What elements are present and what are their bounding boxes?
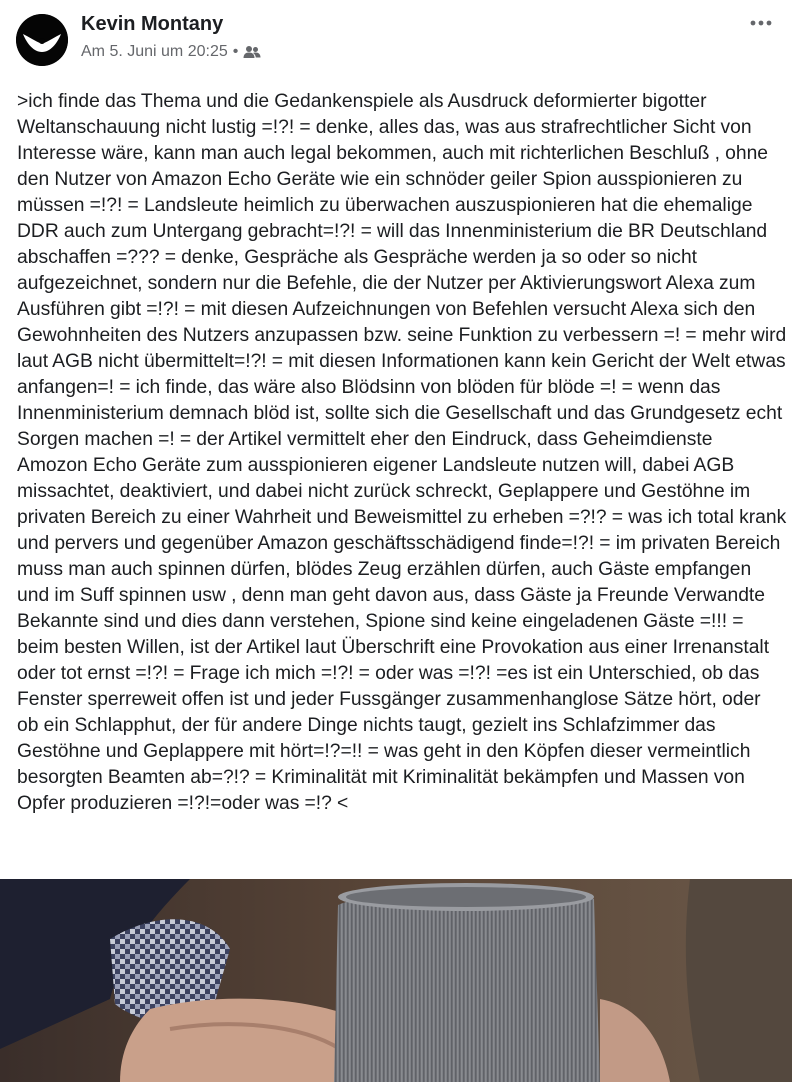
meta-separator: • — [232, 43, 239, 60]
author-name[interactable]: Kevin Montany — [81, 13, 224, 35]
post-meta — [81, 41, 261, 63]
avatar[interactable] — [16, 14, 68, 66]
post-header — [0, 0, 792, 80]
post-text: >ich finde das Thema und die Gedankenspiele als Ausdruck deformierter bigotter Weltanschauung nicht lustig =!?! = denke, alles das, was aus strafrechtlicher Sicht von Interesse wäre, kann man auch legal bekommen, auch mit richterlichen Beschluß , ohne den Nutzer von Amazon Echo Geräte wie ein schnöder geiler Spion ausspionieren zu müssen =!?! = Landsleute heimlich zu überwachen auszuspionieren hat die ehemalige DDR auch zum Untergang gebracht=!?! = will das Innenministerium die BR Deutschland abschaffen =??? = denke, Gespräche als Gespräche werden ja so oder so nicht aufgezeichnet, sondern nur die Befehle, die der Nutzer per Aktivierungswort Alexa zum Ausführen gibt =!?! = mit diesen Aufzeichnungen von Befehlen versucht Alexa sich den Gewohnheiten des Nutzers anzupassen bzw. seine Funktion zu verbessern =! = mehr wird laut AGB nicht übermittelt=!?! = mit diesen Informationen kann kein Gericht der Welt etwas anfangen=! = ich finde, das wäre also Blödsinn von blöden für blöde =! = wenn das Innenministerium demnach blöd ist, sollte sich die Gesellschaft und das Grundgesetz echt Sorgen machen =! = der Artikel vermittelt eher den Eindruck, dass Geheimdienste Amozon Echo Geräte zum ausspionieren eigener Landsleute nutzen will, dabei AGB missachtet, deaktiviert, und dabei nicht zurück schreckt, Geplappere und Gestöhne im privaten Bereich zu einer Wahrheit und Beweismittel zu erheben =?!? = was ich total krank und pervers und gegenüber Amazon geschäftsschädigend finde=!?! = im privaten Bereich muss man auch spinnen dürfen, blödes Zeug erzählen dürfen, auch Gäste empfangen und im Suff spinnen usw , denn man geht davon aus, dass Gäste ja Freunde Verwandte Bekannte sind und dies dann verstehen, Spione sind keine eingeladenen Gäste =!!! = beim besten Willen, ist der Artikel laut Überschrift eine Provokation aus einer Irrenanstalt oder tot ernst =!?! = Frage ich mich =!?! = oder was =!?! =es ist ein Unterschied, ob das Fenster sperreweit offen ist und jeder Fussgänger zusammenhanglose Sätze hört, oder ob ein Schlapphut, der für andere Dinge nichts taugt, gezielt ins Schlafzimmer das Gestöhne und Geplappere mit hört=!?=!! = was geht in den Köpfen dieser vermeintlich besorgten Beamten ab=?!? = Kriminalität mit Kriminalität bekämpfen und Massen von Opfer produzieren =!?!=oder was =!? < — [17, 91, 787, 814]
friends-icon[interactable] — [243, 45, 261, 59]
echo-speaker-photo — [0, 879, 792, 1082]
more-options-button[interactable] — [746, 12, 776, 34]
post-timestamp[interactable]: Am 5. Juni um 20:25 — [81, 43, 228, 60]
more-horizontal-icon — [750, 20, 772, 26]
bird-logo-icon — [16, 14, 68, 66]
post-image-echo-speaker[interactable] — [0, 879, 792, 1082]
